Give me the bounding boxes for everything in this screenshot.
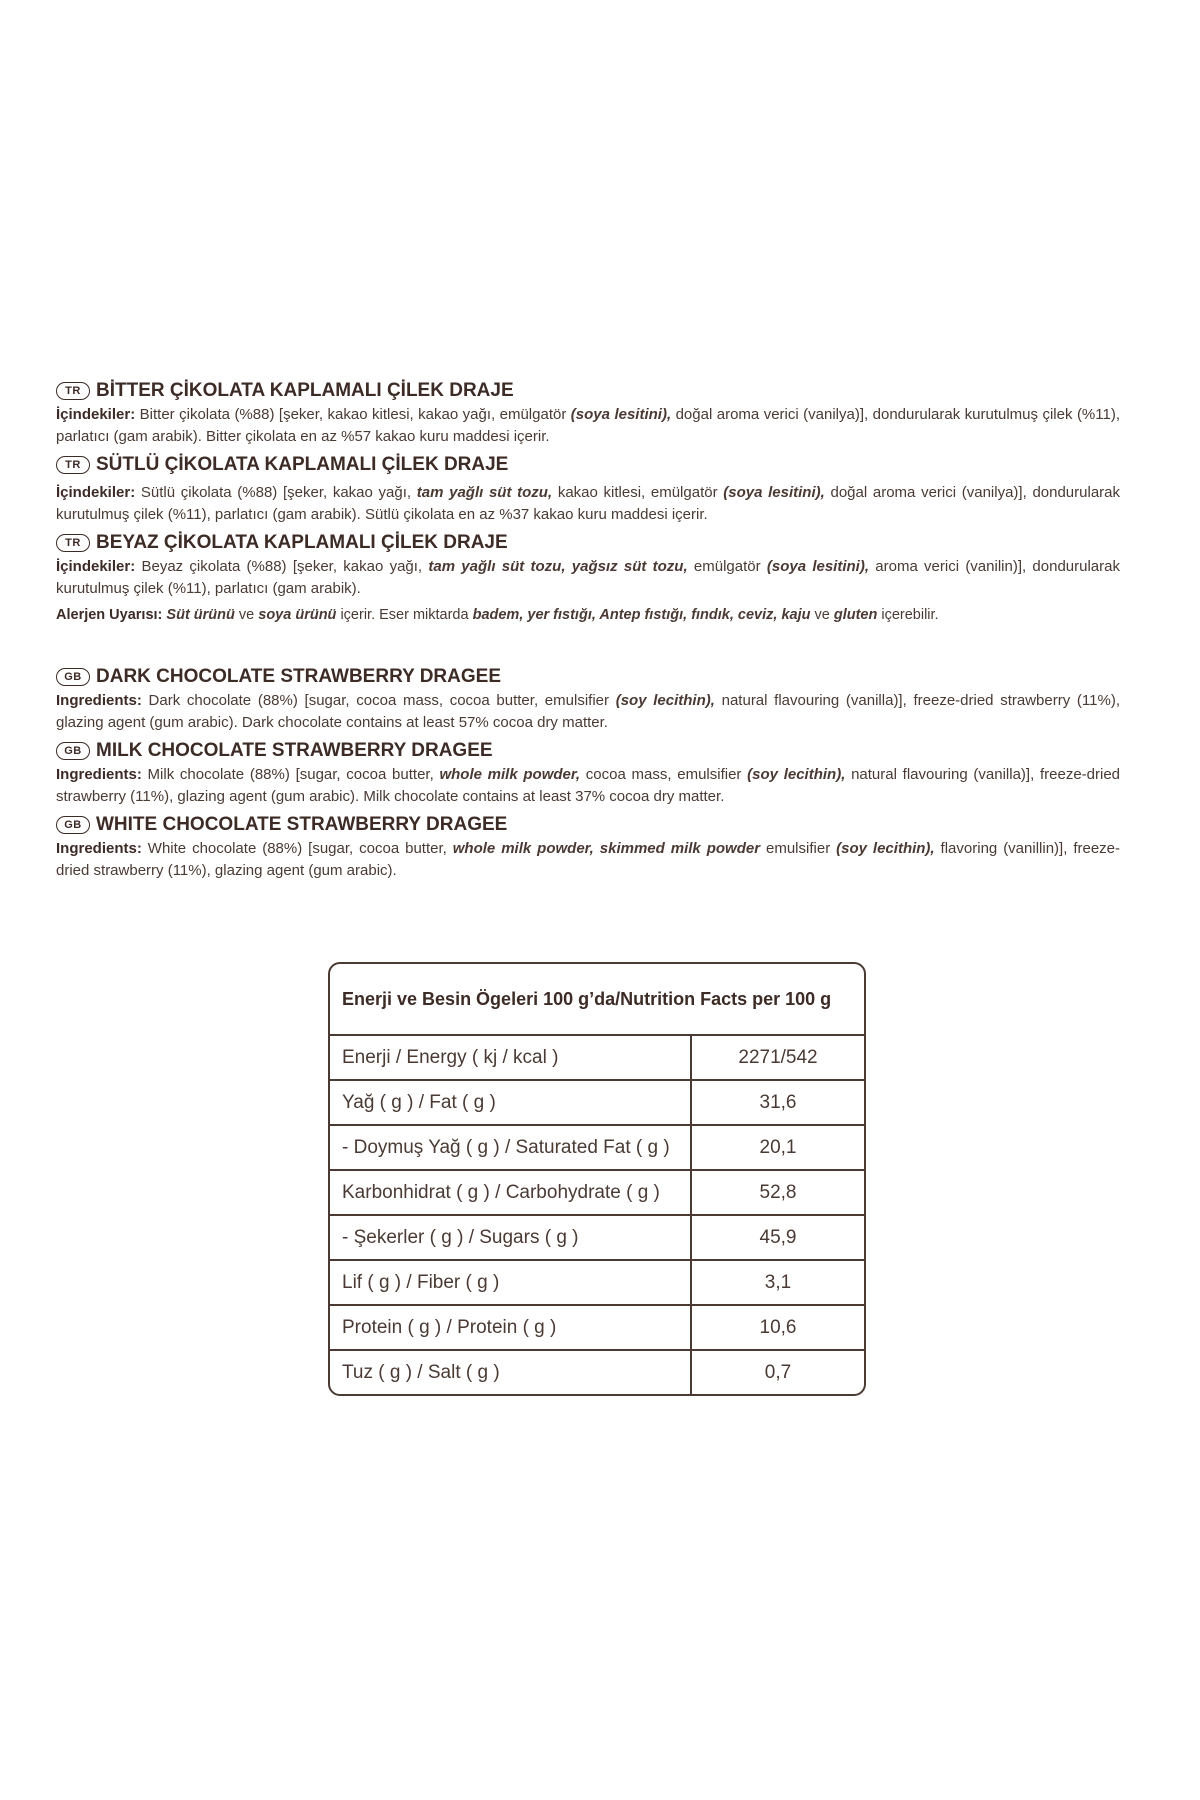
section-title: WHITE CHOCOLATE STRAWBERRY DRAGEE: [96, 814, 508, 835]
section-heading: [56, 378, 1120, 404]
nutrient-value: 3,1: [764, 1271, 792, 1293]
ingredients-text: İçindekiler: Bitter çikolata (%88) [şeker, kakao kitlesi, kakao yağı, emülgatör (soya lesitini), doğal aroma verici (vanilya)], dondurularak kurutulmuş çilek (%11), parlatıcı (gam arabik). Bitter çikolata en az %57 kakao kuru maddesi içerir.: [56, 406, 1121, 445]
ingredients-text: Ingredients: Dark chocolate (88%) [sugar, cocoa mass, cocoa butter, emulsifier (soy lecithin), natural flavouring (vanilla)], freeze-dried strawberry (11%), glazing agent (gum arabic). Dark chocolate contains at least 57% cocoa dry matter.: [56, 692, 1120, 731]
nutrition-table: [328, 962, 866, 1396]
nutrition-table-title: Enerji ve Besin Ögeleri 100 g’da/Nutrition Facts per 100 g: [330, 964, 864, 1036]
nutrient-label: - Şekerler ( g ) / Sugars ( g ): [330, 1216, 692, 1259]
gb-section-milk: [56, 738, 1120, 808]
nutrient-label: Yağ ( g ) / Fat ( g ): [330, 1081, 692, 1124]
nutrient-label: Protein ( g ) / Protein ( g ): [330, 1306, 692, 1349]
table-row: [330, 1081, 864, 1126]
gb-badge: GB: [56, 668, 90, 686]
nutrient-label: Tuz ( g ) / Salt ( g ): [330, 1351, 692, 1394]
section-title: BİTTER ÇİKOLATA KAPLAMALI ÇİLEK DRAJE: [96, 380, 514, 401]
table-row: [330, 1126, 864, 1171]
section-title: SÜTLÜ ÇİKOLATA KAPLAMALI ÇİLEK DRAJE: [96, 454, 509, 475]
tr-section-bitter: [56, 378, 1120, 448]
nutrient-label: - Doymuş Yağ ( g ) / Saturated Fat ( g ): [330, 1126, 692, 1169]
table-row: [330, 1351, 864, 1394]
table-row: [330, 1036, 864, 1081]
nutrient-label: Enerji / Energy ( kj / kcal ): [330, 1036, 692, 1079]
nutrient-value: 20,1: [759, 1136, 797, 1158]
tr-badge: TR: [56, 382, 90, 400]
ingredients-content: [56, 378, 1120, 886]
section-heading: [56, 664, 1120, 690]
section-title: BEYAZ ÇİKOLATA KAPLAMALI ÇİLEK DRAJE: [96, 532, 508, 553]
table-row: [330, 1216, 864, 1261]
nutrient-value: 0,7: [764, 1361, 792, 1383]
section-heading: [56, 530, 1120, 556]
section-title: MILK CHOCOLATE STRAWBERRY DRAGEE: [96, 740, 493, 761]
nutrient-label: Lif ( g ) / Fiber ( g ): [330, 1261, 692, 1304]
section-heading: [56, 452, 1120, 478]
ingredients-text: İçindekiler: Sütlü çikolata (%88) [şeker, kakao yağı, tam yağlı süt tozu, kakao kitlesi, emülgatör (soya lesitini), doğal aroma verici (vanilya)], dondurularak kurutulmuş çilek (%11), parlatıcı (gam arabik). Sütlü çikolata en az %37 kakao kuru maddesi içerir.: [56, 484, 1121, 523]
table-row: [330, 1171, 864, 1216]
allergen-warning: Alerjen Uyarısı: Süt ürünü ve soya ürünü içerir. Eser miktarda badem, yer fıstığı, Antep fıstığı, fındık, ceviz, kaju ve gluten içerebilir.: [56, 607, 939, 623]
tr-section-milk: [56, 452, 1120, 526]
tr-badge: TR: [56, 534, 90, 552]
gb-section-white: [56, 812, 1120, 882]
nutrient-value: 2271/542: [738, 1046, 818, 1068]
nutrient-value: 31,6: [759, 1091, 797, 1113]
table-row: [330, 1261, 864, 1306]
gb-badge: GB: [56, 816, 90, 834]
ingredients-text: Ingredients: Milk chocolate (88%) [sugar, cocoa butter, whole milk powder, cocoa mass, emulsifier (soy lecithin), natural flavouring (vanilla)], freeze-dried strawberry (11%), glazing agent (gum arabic). Milk chocolate contains at least 37% cocoa dry matter.: [56, 766, 1121, 805]
section-heading: [56, 738, 1120, 764]
table-row: [330, 1306, 864, 1351]
nutrient-label: Karbonhidrat ( g ) / Carbohydrate ( g ): [330, 1171, 692, 1214]
nutrient-value: 10,6: [759, 1316, 797, 1338]
gb-section-dark: [56, 664, 1120, 734]
tr-badge: TR: [56, 456, 90, 474]
nutrient-value: 45,9: [759, 1226, 797, 1248]
gb-badge: GB: [56, 742, 90, 760]
section-heading: [56, 812, 1120, 838]
section-title: DARK CHOCOLATE STRAWBERRY DRAGEE: [96, 666, 501, 687]
ingredients-text: Ingredients: White chocolate (88%) [sugar, cocoa butter, whole milk powder, skimmed milk powder emulsifier (soy lecithin), flavoring (vanillin)], freeze-dried strawberry (11%), glazing agent (gum arabic).: [56, 840, 1120, 879]
ingredients-text: İçindekiler: Beyaz çikolata (%88) [şeker, kakao yağı, tam yağlı süt tozu, yağsız süt tozu, emülgatör (soya lesitini), aroma verici (vanilin)], dondurularak kurutulmuş çilek (%11), parlatıcı (gam arabik).: [56, 558, 1120, 597]
nutrient-value: 52,8: [759, 1181, 797, 1203]
tr-section-white: [56, 530, 1120, 626]
